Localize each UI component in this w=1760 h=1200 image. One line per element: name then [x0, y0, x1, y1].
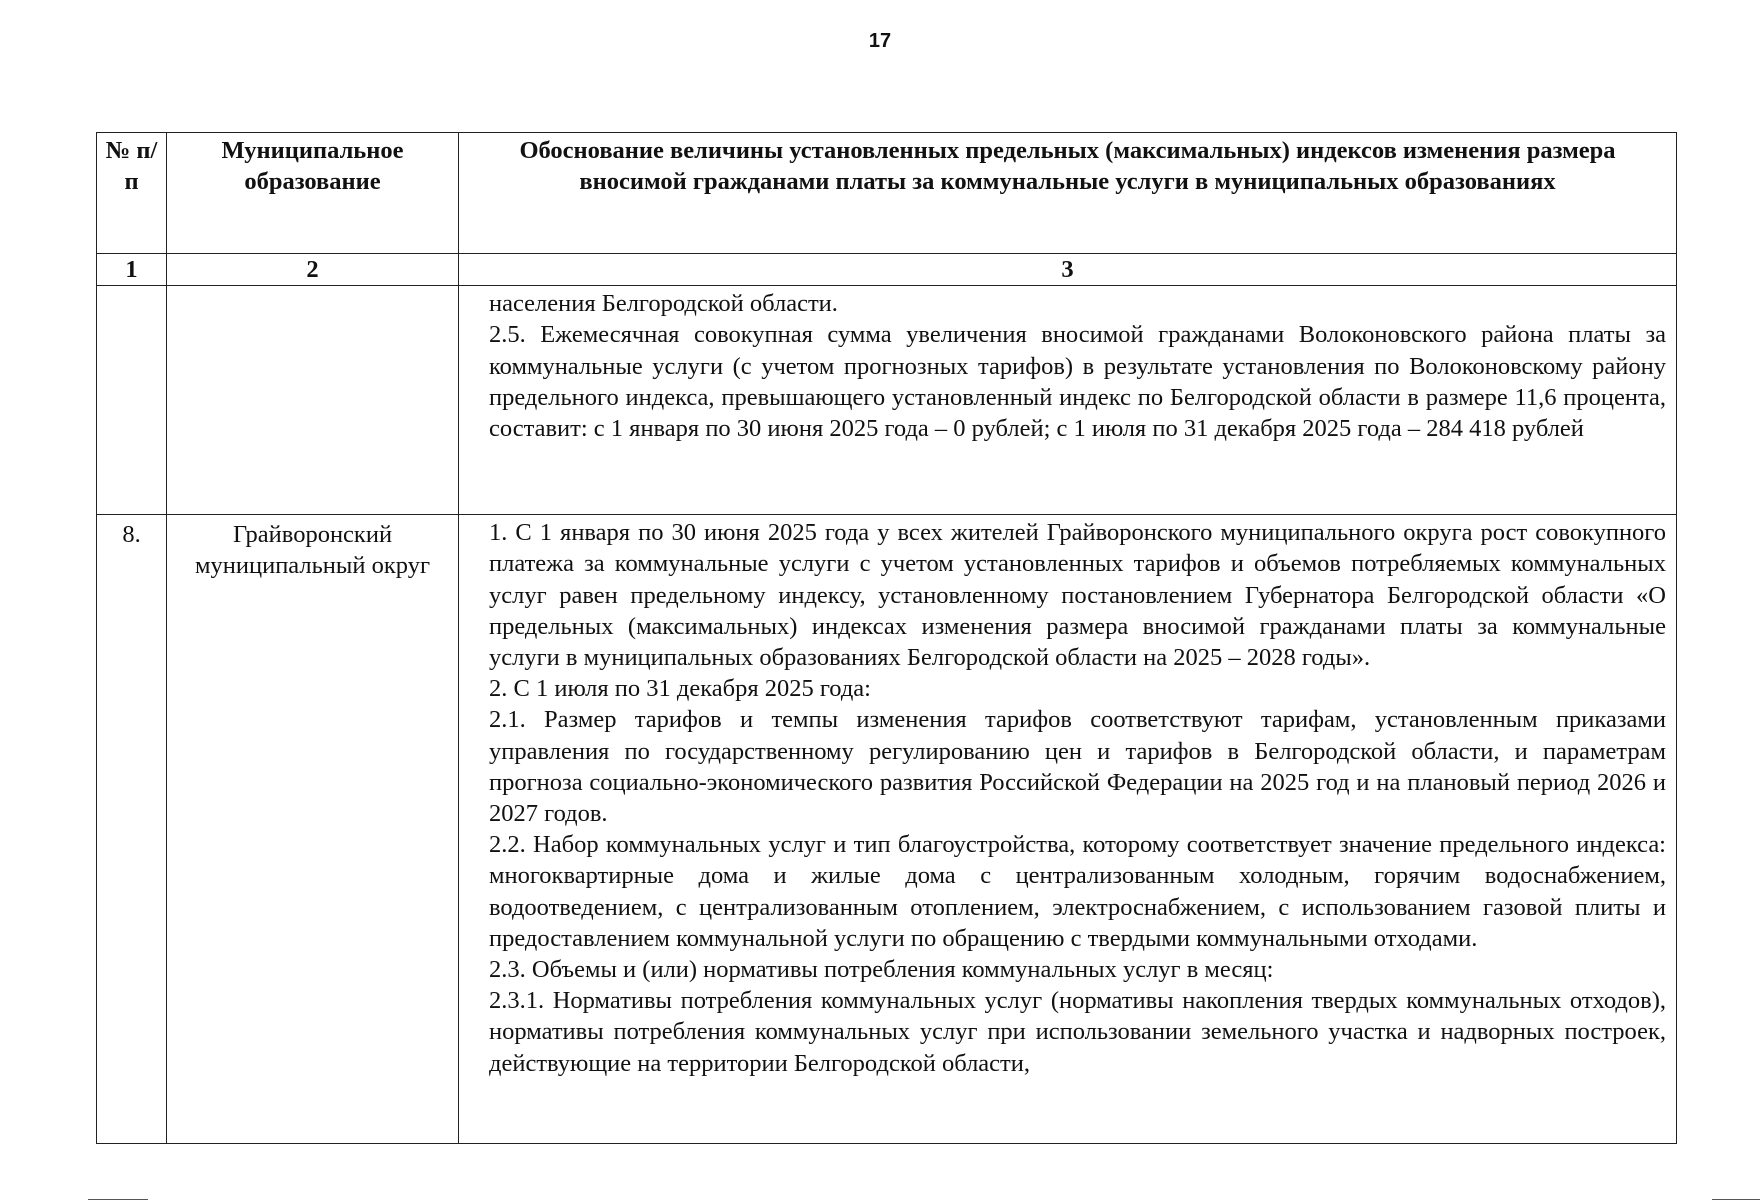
- table-row: [97, 515, 1677, 1144]
- paragraph: 1. С 1 января по 30 июня 2025 года у всех жителей Грайворонского муниципального округа рост совокупного платежа за коммунальные услуги с учетом установленных тарифов и объемов потребляемых коммунальных услуг равен предельному индексу, установленному постановлением Губернатора Белгородской области «О предельных (максимальных) индексах изменения размера вносимой гражданами платы за коммунальные услуги в муниципальных образованиях Белгородской области на 2025 – 2028 годы».: [489, 519, 1666, 672]
- header-municipality: Муниципальное образование: [167, 133, 459, 254]
- header-justification: Обоснование величины установленных предельных (максимальных) индексов изменения размера вносимой гражданами платы за коммунальные услуги в муниципальных образованиях: [459, 133, 1677, 254]
- column-number-row: [97, 254, 1677, 286]
- row-number: [97, 286, 167, 515]
- paragraph: населения Белгородской области.: [489, 290, 838, 318]
- row-justification: [459, 515, 1677, 1144]
- column-number: 2: [167, 254, 459, 286]
- paragraph: 2.3. Объемы и (или) нормативы потребления коммунальных услуг в месяц:: [489, 956, 1274, 984]
- column-number: 1: [97, 254, 167, 286]
- paragraph: 2. С 1 июля по 31 декабря 2025 года:: [489, 675, 871, 703]
- row-justification: [459, 286, 1677, 515]
- paragraph: 2.2. Набор коммунальных услуг и тип благоустройства, которому соответствует значение предельного индекса: многоквартирные дома и жилые дома с централизованным холодным, горячим водоснабжением, водоотведением, с централизованным отоплением, электроснабжением, с использованием газовой плиты и предоставлением коммунальной услуги по обращению с твердыми коммунальными отходами.: [489, 831, 1666, 952]
- row-municipality: Грайворонский муниципальный округ: [167, 515, 459, 1144]
- paragraph: 2.1. Размер тарифов и темпы изменения тарифов соответствуют тарифам, установленным приказами управления по государственному регулированию цен и тарифов в Белгородской области, и параметрам прогноза социально-экономического развития Российской Федерации на 2025 год и на плановый период 2026 и 2027 годов.: [489, 706, 1666, 828]
- column-number: 3: [459, 254, 1677, 286]
- row-number: 8.: [97, 515, 167, 1144]
- justification-table: [96, 132, 1677, 1144]
- header-number: № п/п: [97, 133, 167, 254]
- table-row: [97, 286, 1677, 515]
- row-municipality: [167, 286, 459, 515]
- paragraph: 2.3.1. Нормативы потребления коммунальных услуг (нормативы накопления твердых коммунальных отходов), нормативы потребления коммунальных услуг при использовании земельного участка и надворных построек, действующие на территории Белгородской области,: [489, 987, 1666, 1077]
- page-number: 17: [868, 30, 892, 52]
- table-header-row: [97, 133, 1677, 254]
- paragraph: 2.5. Ежемесячная совокупная сумма увеличения вносимой гражданами Волоконовского района платы за коммунальные услуги (с учетом прогнозных тарифов) в результате установления по Волоконовскому району предельного индекса, превышающего установленный индекс по Белгородской области в размере 11,6 процента, составит: с 1 января по 30 июня 2025 года – 0 рублей; с 1 июля по 31 декабря 2025 года – 284 418 рублей: [489, 321, 1666, 443]
